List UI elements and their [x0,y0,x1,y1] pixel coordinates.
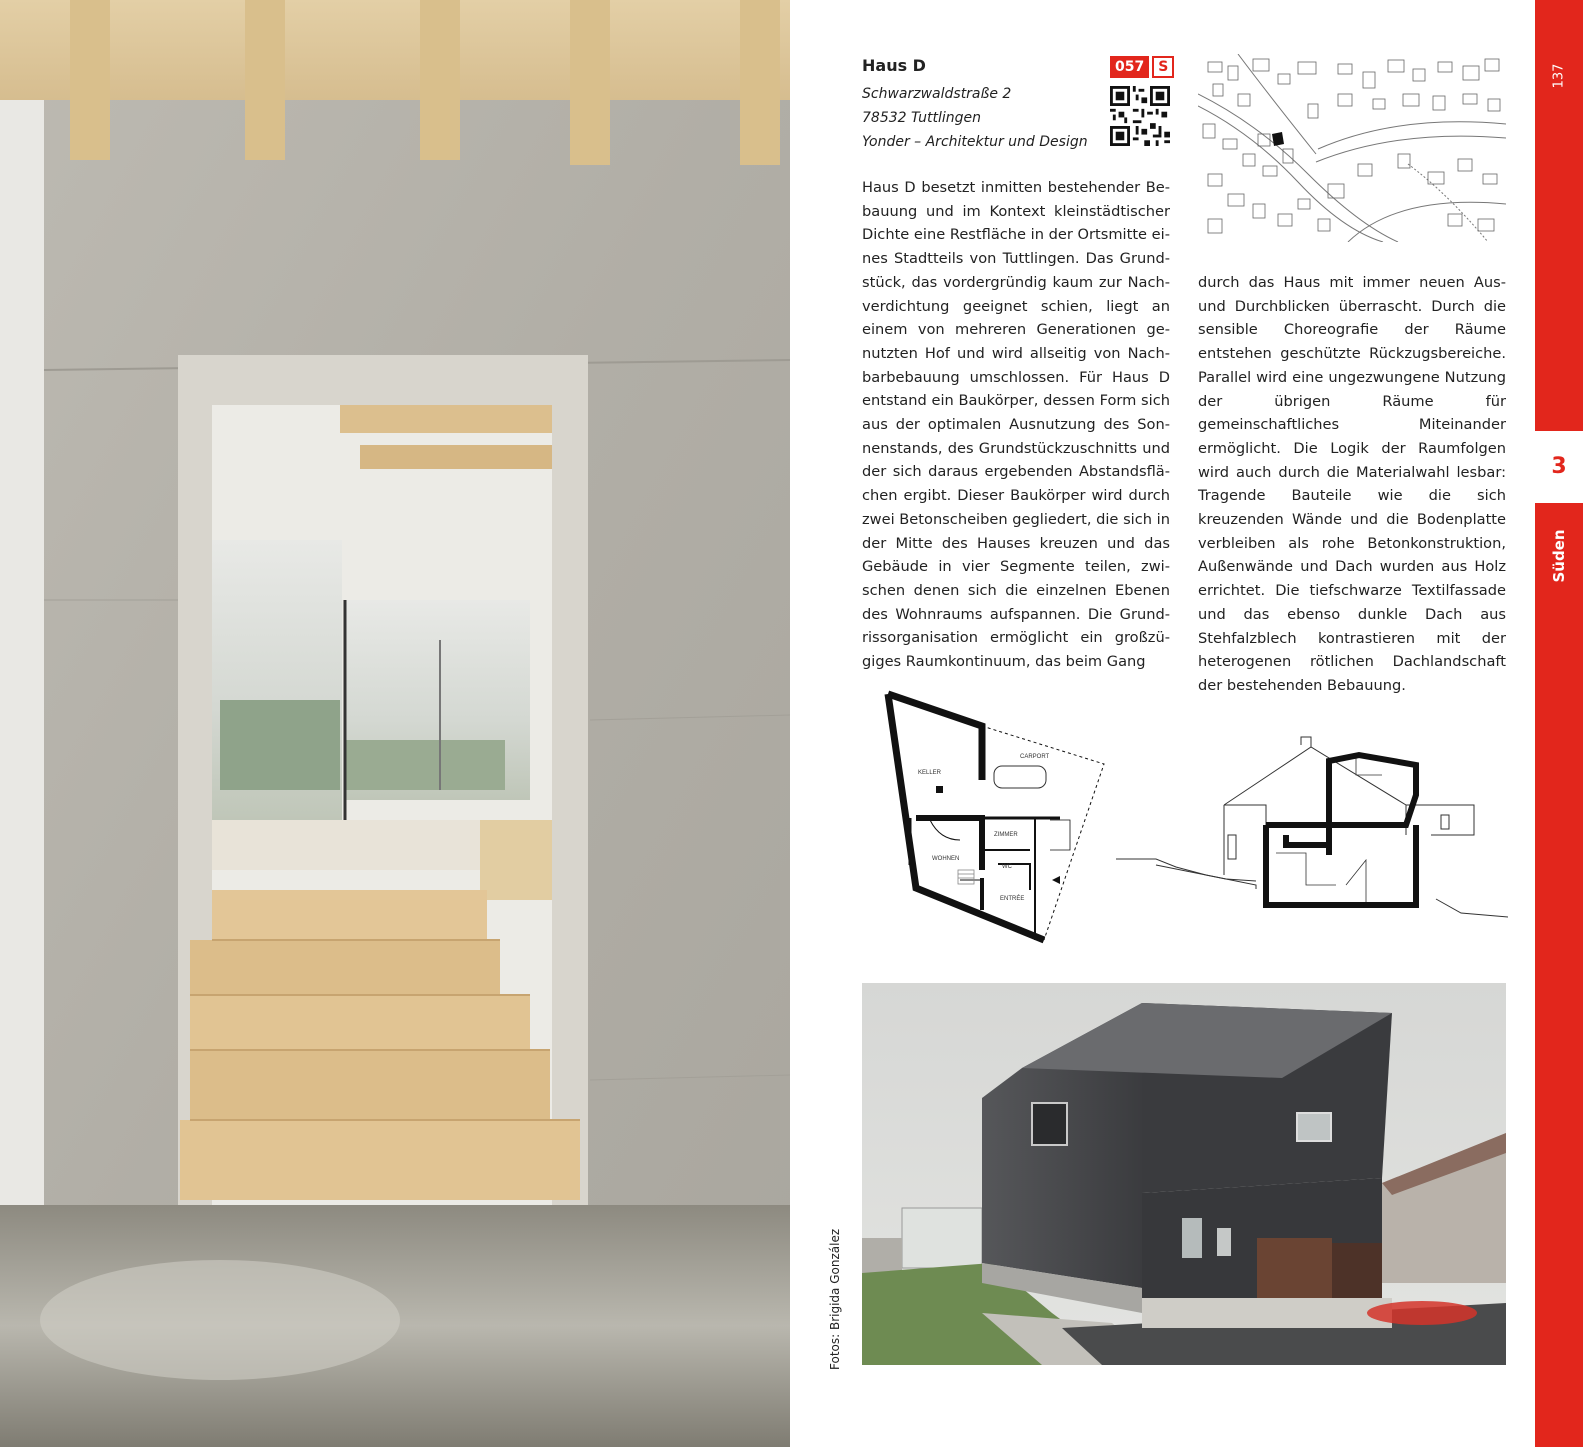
plan-label-carport: CARPORT [1020,754,1050,760]
plan-label-wohnen: WOHNEN [932,856,960,862]
chapter-tab [1535,0,1583,1447]
tab-upper [1535,0,1583,431]
site-map [1198,54,1506,242]
plan-label-entree: ENTRÉE [1000,896,1025,902]
entry-title: Haus D [862,56,926,75]
entry-code-number: 057 [1110,56,1149,78]
entry-code-letter: S [1152,56,1174,78]
entry-city: 78532 Tuttlingen [862,110,982,126]
tab-lower [1535,503,1583,1447]
plan-label-zimmer: ZIMMER [994,832,1018,838]
exterior-photo [862,983,1506,1365]
photo-credit: Fotos: Brigida González [828,1228,842,1370]
entry-architect: Yonder – Architektur und Design [862,134,1088,150]
section-drawing [1116,735,1508,927]
entry-street: Schwarzwaldstraße 2 [862,86,1012,102]
interior-photo [0,0,790,1447]
plan-label-wc: WC [1002,864,1012,870]
body-text-column-1: Haus D besetzt inmitten bestehender Bebauung und im Kontext kleinstädtischer Dichte eine Restfläche in der Ortsmitte eines Stadtteils von Tuttlingen. Das Grundstück, das vordergründig kaum zur Nachverdichtung geeignet schien, liegt an einem von mehreren Generationen genutzten Hof und wird allseitig von Nachbarbebauung umschlossen. Für Haus D entstand ein Baukörper, dessen Form sich aus der optimalen Ausnutzung des Sonnenstands, des Grundstückzuschnitts und der sich daraus ergebenden Abstandsflächen ergibt. Dieser Baukörper wird durch zwei Betonscheiben gegliedert, die sich in der Mitte des Hauses kreuzen und das Gebäude in vier Segmente teilen, zwischen denen sich die einzelnen Ebenen des Wohnraums aufspannen. Die Grundrissorganisation ermöglicht ein großzügiges Raumkontinuum, das beim Gang [862,179,1170,671]
qr-code-icon [1110,86,1170,146]
chapter-name: Süden [1550,529,1568,583]
chapter-number: 3 [1551,454,1567,479]
plan-label-keller: KELLER [918,770,942,776]
page-number: 137 [1551,63,1567,89]
site-location-marker [1272,132,1284,146]
entry-code-badge [1110,56,1174,78]
body-text-column-2: durch das Haus mit immer neuen Aus- und Durchblicken überrascht. Durch die sensible Choreografie der Räume entstehen geschützte Rückzugsbereiche. Parallel wird eine ungezwungene Nutzung der übrigen Räume für gemeinschaftliches Miteinander ermöglicht. Die Logik der Raumfolgen wird auch durch die Materialwahl lesbar: Tragende Bauteile wie die sich kreuzenden Wände und die Bodenplatte verbleiben als rohe Betonkonstruktion, Außenwände und Dach wurden aus Holz errichtet. Die tiefschwarze Textilfassade und das ebenso dunkle Dach aus Stehfalzblech kontrastieren mit der heterogenen rötlichen Dachlandschaft der bestehenden Bebauung. [1198,274,1506,694]
floor-plan [870,690,1130,952]
entry-header [862,56,1122,154]
